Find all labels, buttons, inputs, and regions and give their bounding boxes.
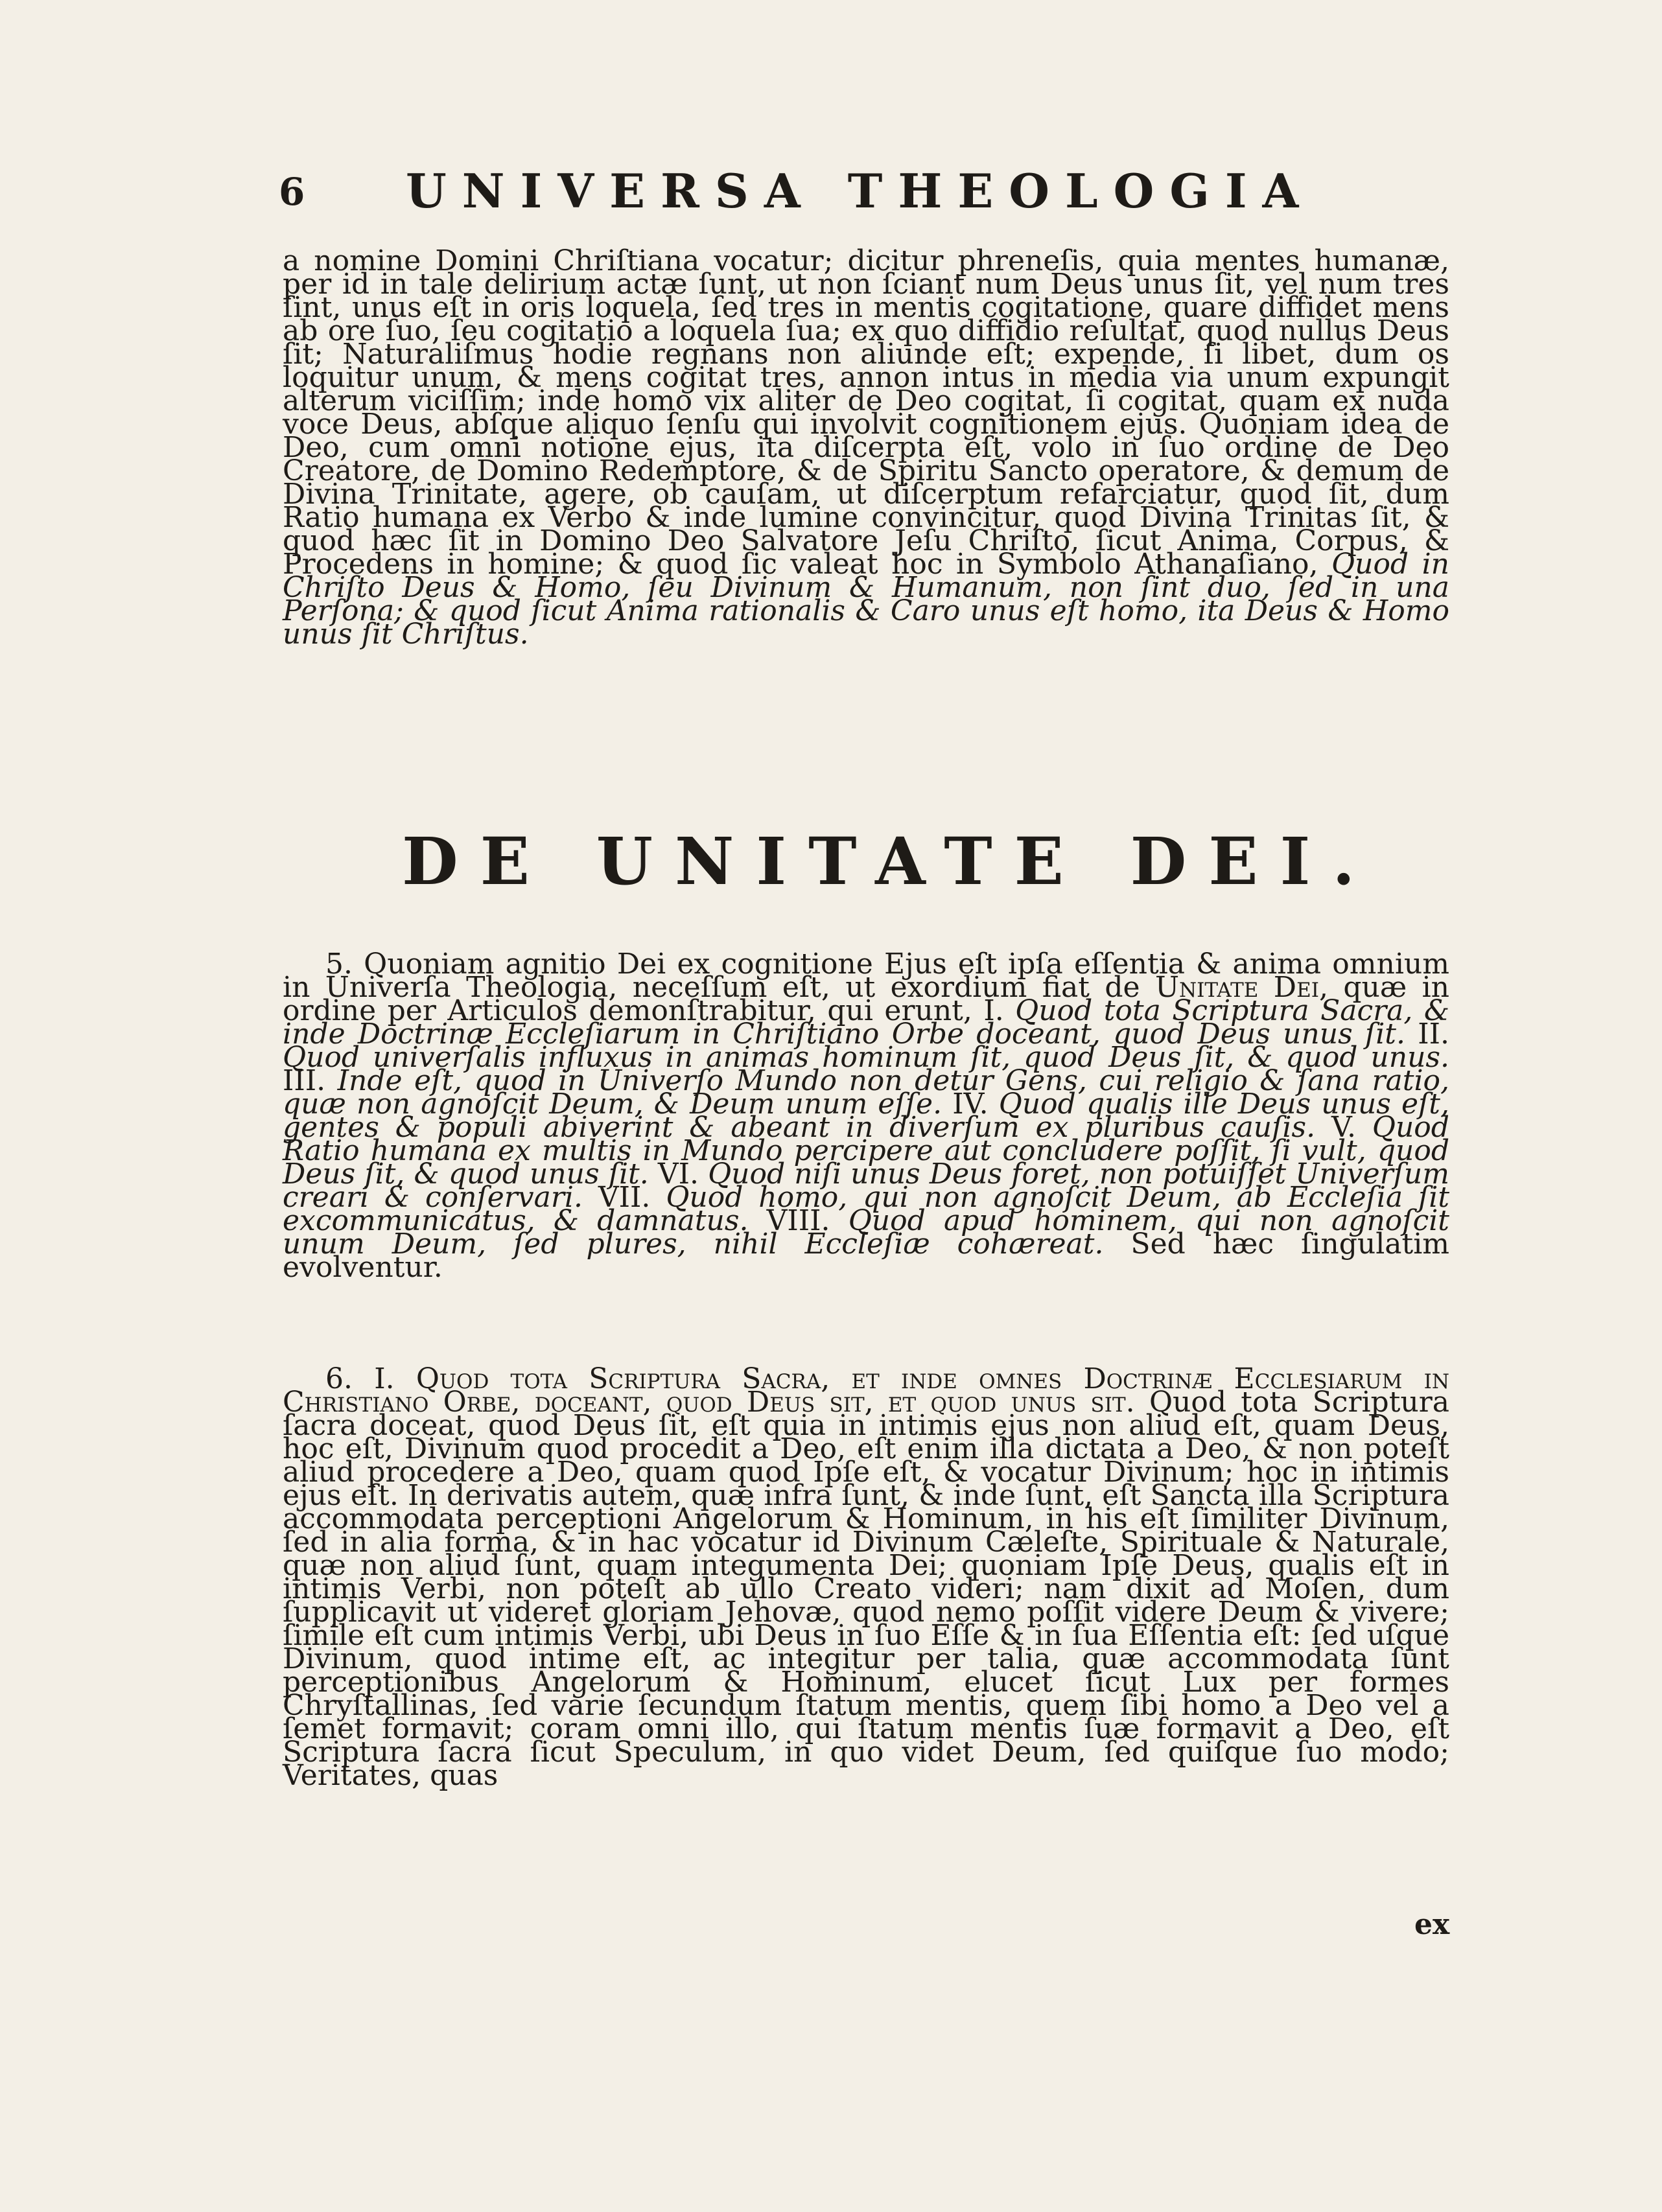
article-3: Inde eſt, quod in Univerſo Mundo non detur Gens, cui religio & ſana ratio, quæ non agnoſcit Deum, & Deum unum eſſe.: [283, 1064, 1449, 1121]
article-4: Quod qualis ille Deus unus eſt, gentes & populi abiverint & abeant in diverſum ex pluribus cauſis.: [283, 1088, 1449, 1144]
section-6-number: 6. I.: [325, 1362, 395, 1395]
intro-text: [283, 244, 1449, 651]
section-5-lead: Quoniam agnitio Dei ex cognitione Ejus eſt ipſa eſſentia & anima omnium in Univerſa Theologia, neceſſum eſt, ut exordium fiat de: [283, 948, 1449, 1004]
section-6-body: Quod tota Scriptura ſacra doceat, quod Deus ſit, eſt quia in intimis ejus non aliud eſt, quam Deus, hoc eſt, Divinum quod procedit a Deo, eſt enim illa dictata a Deo, & non poteſt aliud procedere a Deo, quam quod Ipſe eſt, & vocatur Divinum; hoc in intimis ejus eſt. In derivatis autem, quæ infra ſunt, & inde ſunt, eſt Sancta illa Scriptura accommodata perceptioni Angelorum & Hominum, in his eſt ſimiliter Divinum, ſed in alia forma, & in hac vocatur id Divinum Cæleſte, Spirituale & Naturale, quæ non aliud ſunt, quam integumenta Dei; quoniam Ipſe Deus, qualis eſt in intimis Verbi, non poteſt ab ullo Creato videri; nam dixit ad Moſen, dum ſupplicavit ut videret gloriam Jehovæ, quod nemo poſſit videre Deum & vivere; ſimile eſt cum intimis Verbi, ubi Deus in ſuo Eſſe & in ſua Eſſentia eſt: ſed uſque Divinum, quod intime eſt, ac integitur per talia, quæ accommodata ſunt perceptionibus Angelorum & Hominum, elucet ſicut Lux per formes Chryſtallinas, ſed varie ſecundum ſtatum mentis, quem ſibi homo a Deo vel a ſemet formavit; coram omni illo, qui ſtatum mentis ſuæ formavit a Deo, eſt Scriptura ſacra ſicut Speculum, in quo videt Deum, ſed quiſque ſuo modo; Veritates, quas: [283, 1386, 1450, 1792]
section-heading: DE UNITATE DEI.: [402, 823, 1377, 900]
section-5-closing: Sed hæc ſingulatim evolventur.: [283, 1228, 1449, 1284]
article-8: Quod apud hominem, qui non agnoſcit unum Deum, ſed plures, nihil Eccleſiæ cohæreat.: [283, 1204, 1449, 1261]
article-5: Quod Ratio humana ex multis in Mundo percipere aut concludere poſſit, ſi vult, quod Deus ſit, & quod unus ſit.: [283, 1111, 1449, 1191]
article-2: Quod univerſalis influxus in animas hominum ſit, quod Deus ſit, & quod unus.: [283, 1041, 1449, 1074]
section-6: [283, 1362, 1450, 1792]
section-6-heading: Quod tota Scriptura Sacra, et inde omnes Doctrinæ Ecclesiarum in Christiano Orbe, doceant, quod Deus sit, et quod unus sit.: [283, 1362, 1449, 1419]
section-number: 5.: [325, 948, 353, 981]
intro-quote: Quod in Chriſto Deus & Homo, ſeu Divinum & Humanum, non ſint duo, ſed in una Perſona; & quod ſicut Anima rationalis & Caro unus eſt homo, ita Deus & Homo unus ſit Chriſtus.: [283, 548, 1449, 651]
catchword: ex: [1414, 1908, 1450, 1941]
article-3-number: III.: [283, 1064, 326, 1097]
section-5: [283, 948, 1449, 1284]
section-5-lead-cont: , quæ in ordine per Articulos demonſtrabitur, qui erunt, I.: [283, 971, 1449, 1027]
article-8-number: VIII.: [766, 1204, 830, 1237]
section-6-text: [283, 1362, 1450, 1792]
article-2-number: II.: [1418, 1018, 1449, 1051]
section-5-smallcaps: Unitate Dei: [1154, 971, 1319, 1004]
article-7-number: VII.: [598, 1181, 651, 1214]
article-1: Quod tota Scriptura Sacra, & inde Doctrinæ Eccleſiarum in Chriſtiano Orbe doceant, quod Deus unus ſit.: [283, 994, 1449, 1051]
section-5-text: [283, 948, 1449, 1284]
page-number: 6: [279, 170, 305, 214]
running-title: UNIVERSA THEOLOGIA: [406, 163, 1315, 218]
article-4-number: IV.: [952, 1088, 989, 1121]
article-5-number: V.: [1331, 1111, 1357, 1144]
intro-roman: a nomine Domini Chriſtiana vocatur; dicitur phreneſis, quia mentes humanæ, per id in tale delirium actæ ſunt, ut non ſciant num Deus unus ſit, vel num tres ſint, unus eſt in oris loquela, ſed tres in mentis cogitatione, quare diffidet mens ab ore ſuo, ſeu cogitatio a loquela ſua; ex quo diffidio reſultat, quod nullus Deus ſit; Naturaliſmus hodie regnans non aliunde eſt; expende, ſi libet, dum os loquitur unum, & mens cogitat tres, annon intus in media via unum expungit alterum viciſſim; inde homo vix aliter de Deo cogitat, ſi cogitat, quam ex nuda voce Deus, abſque aliquo ſenſu qui involvit cognitionem ejus. Quoniam idea de Deo, cum omni notione ejus, ita diſcerpta eſt, volo in ſuo ordine de Deo Creatore, de Domino Redemptore, & de Spiritu Sancto operatore, & demum de Divina Trinitate, agere, ob cauſam, ut diſcerptum refarciatur, quod ſit, dum Ratio humana ex Verbo & inde lumine convincitur, quod Divina Trinitas ſit, & quod hæc ſit in Domino Deo Salvatore Jeſu Chriſto, ſicut Anima, Corpus, & Procedens in homine; & quod ſic valeat hoc in Symbolo Athanaſiano,: [283, 244, 1449, 581]
article-6-number: VI.: [657, 1158, 699, 1191]
intro-paragraph: [283, 244, 1449, 651]
article-7: Quod homo, qui non agnoſcit Deum, ab Eccleſia ſit excommunicatus, & damnatus.: [283, 1181, 1449, 1237]
article-6: Quod niſi unus Deus foret, non potuiſſet Univerſum creari & conſervari.: [283, 1158, 1449, 1214]
